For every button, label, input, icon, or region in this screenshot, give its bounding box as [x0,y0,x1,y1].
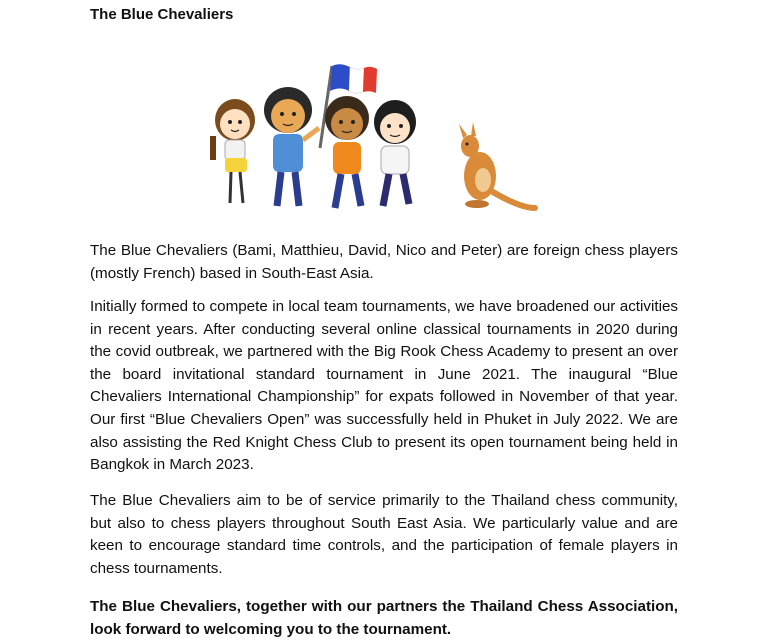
child-figure [325,96,369,208]
child-figure [210,99,255,203]
child-figure [264,87,319,206]
child-figure [374,100,416,206]
paragraph: The Blue Chevaliers aim to be of service primarily to the Thailand chess community, but also to chess players throughout South East Asia. We particularly value and are keen to encourage standard time controls, and the participation of female players in chess tournaments. [90,492,678,577]
closing-paragraph: The Blue Chevaliers, together with our partners the Thailand Chess Association, look forward to welcoming you to the tournament. [90,598,678,638]
kangaroo-icon [459,122,535,208]
paragraph: Initially formed to compete in local team tournaments, we have broadened our activities in recent years. After conducting several online classical tournaments in 2020 during the covid outbreak, we partnered with the Big Rook Chess Academy to present an over the board invitational standard tournament in June 2021. The inaugural “Blue Chevaliers International Championship” for expats followed in November of that year. Our first “Blue Chevaliers Open” was successfully held in Phuket in July 2022. We are also assisting the Red Knight Chess Club to present its open tournament being held in Bangkok in March 2023. [90,298,678,474]
cartoon-illustration [205,58,555,218]
paragraph: The Blue Chevaliers (Bami, Matthieu, David, Nico and Peter) are foreign chess players (mostly French) based in South-East Asia. [90,242,678,282]
document-title: The Blue Chevaliers [90,6,234,23]
